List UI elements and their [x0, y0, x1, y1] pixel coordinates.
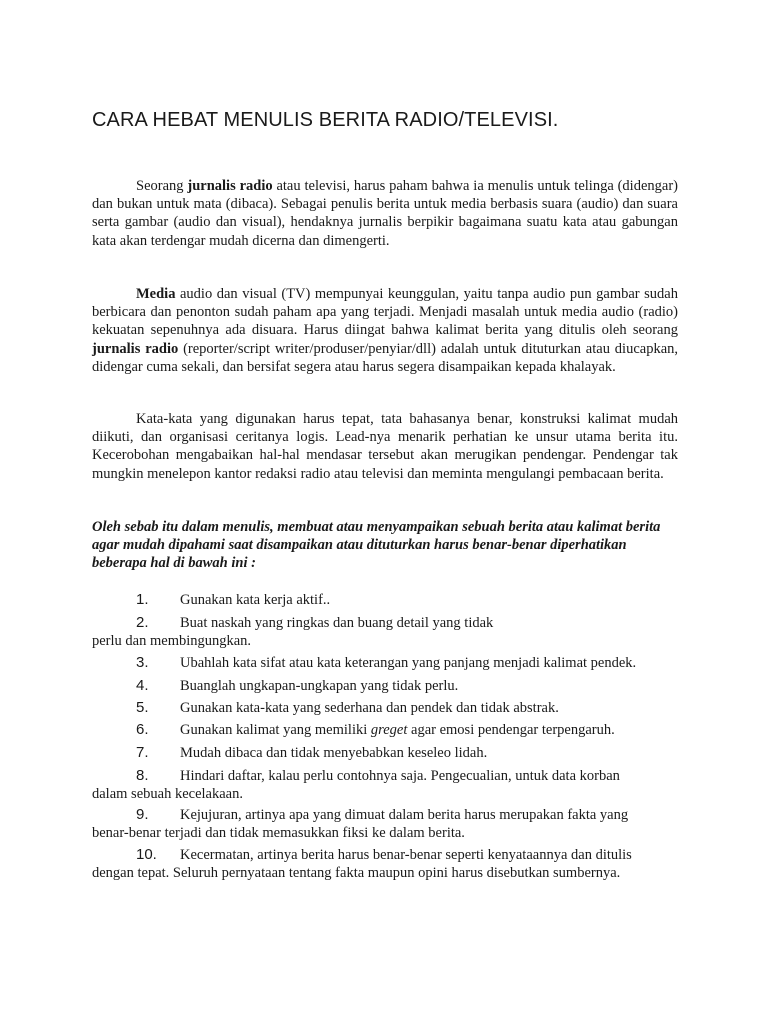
list-item-text: Ubahlah kata sifat atau kata keterangan yang panjang menjadi kalimat pendek.	[180, 655, 637, 671]
list-item	[136, 721, 696, 739]
list-item-continuation: dengan tepat. Seluruh pernyataan tentang fakta maupun opini harus disebutkan sumbernya.	[92, 865, 621, 882]
list-item-italic-term: greget	[370, 722, 408, 738]
list-item-number: 1.	[136, 591, 149, 608]
list-item	[136, 677, 696, 695]
list-item	[136, 591, 696, 609]
list-item-number: 10.	[136, 846, 157, 863]
list-item-text: Mudah dibaca dan tidak menyebabkan keseleo lidah.	[180, 745, 488, 761]
para2-bold-term: Media	[136, 286, 176, 302]
list-item	[136, 744, 696, 762]
list-item-text: Hindari daftar, kalau perlu contohnya saja. Pengecualian, untuk data korban	[180, 768, 620, 784]
list-item-text-after: agar emosi pendengar terpengaruh.	[407, 722, 615, 738]
list-item-number: 8.	[136, 767, 149, 784]
document-title: CARA HEBAT MENULIS BERITA RADIO/TELEVISI.	[92, 109, 559, 131]
list-item-text: Gunakan kata-kata yang sederhana dan pendek dan tidak abstrak.	[180, 700, 559, 716]
para3-text: Kata-kata yang digunakan harus tepat, tata bahasanya benar, konstruksi kalimat mudah diikuti, dan organisasi ceritanya logis. Lead-nya menarik perhatian ke unsur utama berita itu. Kecerobohan mengabaikan hal-hal mendasar tersebut akan merugikan pendengar. Pendengar tak mungkin menelepon kantor redaksi radio atau televisi dan meminta mengulangi pembacaan berita.	[92, 411, 678, 482]
list-item-number: 5.	[136, 699, 149, 716]
para1-lead: Seorang	[136, 178, 188, 194]
paragraph-word-choice	[92, 410, 678, 483]
para1-bold-term: jurnalis radio	[187, 178, 273, 194]
list-item-number: 3.	[136, 654, 149, 671]
paragraph-intro	[92, 177, 678, 250]
list-item-text: Kejujuran, artinya apa yang dimuat dalam berita harus merupakan fakta yang	[180, 807, 629, 823]
list-item-text-before: Gunakan kalimat yang memiliki	[180, 722, 371, 738]
list-item-text: Buanglah ungkapan-ungkapan yang tidak perlu.	[180, 678, 459, 694]
list-item	[92, 806, 696, 842]
list-item-number: 4.	[136, 677, 149, 694]
paragraph-emphasis: Oleh sebab itu dalam menulis, membuat atau menyampaikan sebuah berita atau kalimat berita agar mudah dipahami saat disampaikan atau dituturkan harus benar-benar diperhatikan beberapa hal di bawah ini :	[92, 519, 661, 572]
para2-text-2: (reporter/script writer/produser/penyiar/dll) adalah untuk dituturkan atau diucapkan, didengar cuma sekali, dan bersifat segera atau harus segera disampaikan kepada khalayak.	[92, 340, 679, 375]
list-item	[92, 846, 696, 882]
para2-bold-term-2: jurnalis radio	[92, 340, 179, 357]
paragraph-media	[92, 285, 678, 376]
para2-text-1: audio dan visual (TV) mempunyai keunggulan, yaitu tanpa audio pun gambar sudah berbicara dan penonton sudah paham apa yang terjadi. Menjadi masalah untuk media audio (radio) kekuatan sepenuhnya ada disuara. Harus diingat bahwa kalimat berita yang ditulis oleh seorang	[92, 286, 678, 339]
list-item-text: Gunakan kata kerja aktif..	[180, 592, 331, 608]
list-item-number: 2.	[136, 614, 149, 631]
list-item-number: 9.	[136, 806, 149, 823]
list-item	[92, 767, 696, 803]
list-item	[136, 654, 696, 672]
para1-text: atau televisi, harus paham bahwa ia menulis untuk telinga (didengar) dan bukan untuk mata (dibaca). Sebagai penulis berita untuk media berbasis suara (audio) dan suara serta gambar (audio dan visual), hendaknya jurnalis berpikir bagaimana suatu kata atau gabungan kata akan terdengar mudah dicerna dan dimengerti.	[92, 178, 678, 249]
list-item-number: 7.	[136, 744, 149, 761]
list-item	[136, 699, 696, 717]
list-item-number: 6.	[136, 721, 149, 738]
list-item-text: Buat naskah yang ringkas dan buang detail yang tidak	[180, 615, 494, 631]
list-item-continuation: dalam sebuah kecelakaan.	[92, 786, 243, 803]
list-item-text: Kecermatan, artinya berita harus benar-benar seperti kenyataannya dan ditulis	[180, 847, 632, 863]
list-item	[92, 614, 696, 650]
list-item-continuation: perlu dan membingungkan.	[92, 633, 252, 650]
list-item-continuation: benar-benar terjadi dan tidak memasukkan fiksi ke dalam berita.	[92, 825, 465, 842]
